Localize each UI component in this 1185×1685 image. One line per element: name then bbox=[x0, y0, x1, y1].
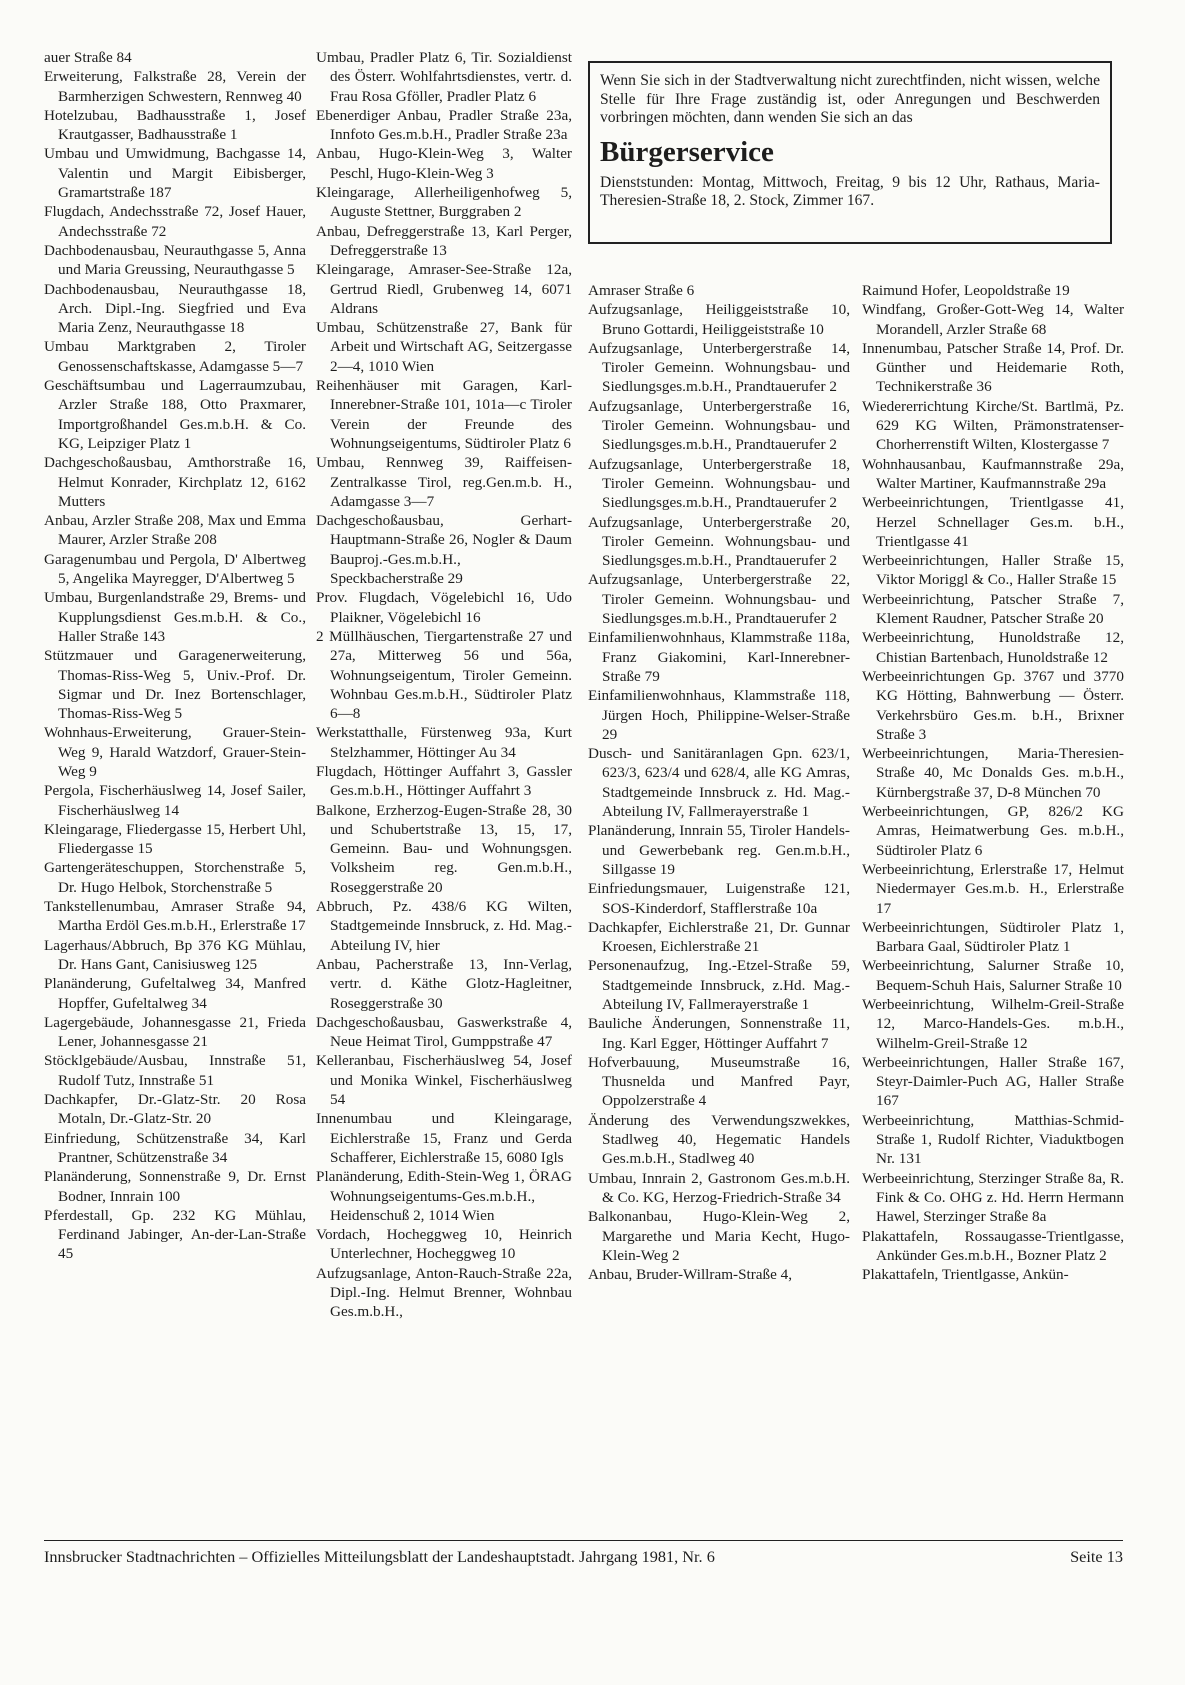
entry-item: Windfang, Großer-Gott-Weg 14, Walter Morandell, Arzler Straße 68 bbox=[862, 301, 1124, 338]
entry-item: Hofverbauung, Museumstraße 16, Thusnelda und Manfred Payr, Oppolzerstraße 4 bbox=[588, 1053, 850, 1110]
info-box-intro: Wenn Sie sich in der Stadtverwaltung nicht zurechtfinden, nicht wissen, welche Stelle für Ihre Frage zuständig ist, oder Anregungen und Beschwerden vorbringen möchten, dann wenden Sie sich an das bbox=[600, 72, 1100, 127]
entry-item: Werbeeinrichtungen, Trientlgasse 41, Herzel Schnellager Ges.m. b.H., Trientlgasse 41 bbox=[862, 494, 1124, 550]
entry-item: Kelleranbau, Fischerhäuslweg 54, Josef und Monika Winkel, Fischerhäuslweg 54 bbox=[316, 1052, 572, 1109]
entry-item: Werbeeinrichtung, Erlerstraße 17, Helmut Niedermayer Ges.m.b. H., Erlerstraße 17 bbox=[862, 860, 1124, 917]
entry-item: Werbeeinrichtung, Patscher Straße 7, Klement Raudner, Patscher Straße 20 bbox=[862, 590, 1124, 628]
entry-item: Hotelzubau, Badhausstraße 1, Josef Krautgasser, Badhausstraße 1 bbox=[44, 106, 306, 144]
entry-item: Stützmauer und Garagenerweiterung, Thomas-Riss-Weg 5, Univ.-Prof. Dr. Sigmar und Dr. Inez Bortenschlager, Thomas-Riss-Weg 5 bbox=[44, 647, 306, 723]
entry-item: Werbeeinrichtungen, Südtiroler Platz 1, Barbara Gaal, Südtiroler Platz 1 bbox=[862, 918, 1124, 956]
entry-item: Aufzugsanlage, Heiliggeiststraße 10, Bruno Gottardi, Heiliggeiststraße 10 bbox=[588, 301, 850, 338]
entry-item: Dachkapfer, Eichlerstraße 21, Dr. Gunnar Kroesen, Eichlerstraße 21 bbox=[588, 918, 850, 956]
entry-item: Umbau, Innrain 2, Gastronom Ges.m.b.H. & Co. KG, Herzog-Friedrich-Straße 34 bbox=[588, 1169, 850, 1206]
entry-item: Anbau, Defreggerstraße 13, Karl Perger, Defreggerstraße 13 bbox=[316, 222, 572, 259]
entry-item: Plakattafeln, Trientlgasse, Ankün- bbox=[862, 1266, 1069, 1284]
entry-item: Wiedererrichtung Kirche/St. Bartlmä, Pz. 629 KG Wilten, Prämonstratenser-Chorherrenstift Wilten, Klostergasse 7 bbox=[862, 397, 1124, 454]
column-1 bbox=[44, 48, 306, 1264]
entry-item: Umbau, Schützenstraße 27, Bank für Arbeit und Wirtschaft AG, Seitzergasse 2—4, 1010 Wien bbox=[316, 319, 572, 375]
column-4 bbox=[862, 281, 1124, 1284]
entry-item: Tankstellenumbau, Amraser Straße 94, Martha Erdöl Ges.m.b.H., Erlerstraße 17 bbox=[44, 898, 306, 935]
column-2 bbox=[316, 48, 572, 1322]
entry-item: Lagergebäude, Johannesgasse 21, Frieda Lener, Johannesgasse 21 bbox=[44, 1013, 306, 1051]
entry-item: Einfriedungsmauer, Luigenstraße 121, SOS-Kinderdorf, Stafflerstraße 10a bbox=[588, 880, 850, 917]
entry-item: Planänderung, Gufeltalweg 34, Manfred Hopffer, Gufeltalweg 34 bbox=[44, 975, 306, 1012]
entry-item: Dachkapfer, Dr.-Glatz-Str. 20 Rosa Motaln, Dr.-Glatz-Str. 20 bbox=[44, 1091, 306, 1128]
entry-item: Dachbodenausbau, Neurauthgasse 18, Arch. Dipl.-Ing. Siegfried und Eva Maria Zenz, Neurauthgasse 18 bbox=[44, 280, 306, 337]
entry-item: Personenaufzug, Ing.-Etzel-Straße 59, Stadtgemeinde Innsbruck, z.Hd. Mag.-Abteilung IV, Fallmerayerstraße 1 bbox=[588, 957, 850, 1013]
page-footer bbox=[44, 1540, 1123, 1567]
entry-item: Anbau, Arzler Straße 208, Max und Emma Maurer, Arzler Straße 208 bbox=[44, 512, 306, 549]
info-box-title: Bürgerservice bbox=[600, 135, 774, 168]
entry-item: Werbeeinrichtung, Matthias-Schmid-Straße 1, Rudolf Richter, Viaduktbogen Nr. 131 bbox=[862, 1111, 1124, 1168]
entry-item: Bauliche Änderungen, Sonnenstraße 11, Ing. Karl Egger, Höttinger Auffahrt 7 bbox=[588, 1015, 850, 1052]
entry-item: Dachbodenausbau, Neurauthgasse 5, Anna und Maria Greussing, Neurauthgasse 5 bbox=[44, 241, 306, 279]
entry-item: Aufzugsanlage, Unterbergerstraße 16, Tiroler Gemeinn. Wohnungsbau- und Siedlungsges.m.b.H., Prandtauerufer 2 bbox=[588, 397, 850, 454]
entry-item: Einfamilienwohnhaus, Klammstraße 118, Jürgen Hoch, Philippine-Welser-Straße 29 bbox=[588, 687, 850, 743]
entry-item: Dachgeschoßausbau, Gerhart-Hauptmann-Straße 26, Nogler & Daum Bauproj.-Ges.m.b.H., Speckbacherstraße 29 bbox=[316, 512, 572, 588]
entry-item: Kleingarage, Allerheiligenhofweg 5, Auguste Stettner, Burggraben 2 bbox=[316, 184, 572, 221]
entry-item: Balkone, Erzherzog-Eugen-Straße 28, 30 und Schubertstraße 13, 15, 17, Gemeinn. Bau- und Wohnungsgen. Volksheim reg. Gen.m.b.H., Roseggerstraße 20 bbox=[316, 801, 572, 896]
entry-item: Werbeeinrichtung, Hunoldstraße 12, Chistian Bartenbach, Hunoldstraße 12 bbox=[862, 629, 1124, 666]
info-box-hours: Dienststunden: Montag, Mittwoch, Freitag, 9 bis 12 Uhr, Rathaus, Maria-Theresien-Straße 18, 2. Stock, Zimmer 167. bbox=[600, 173, 1100, 210]
entry-item: Werbeeinrichtungen, GP, 826/2 KG Amras, Heimatwerbung Ges. m.b.H., Südtiroler Platz 6 bbox=[862, 803, 1124, 859]
entry-item: Aufzugsanlage, Unterbergerstraße 20, Tiroler Gemeinn. Wohnungsbau- und Siedlungsges.m.b.H., Prandtauerufer 2 bbox=[588, 513, 850, 570]
entry-item: Werbeeinrichtung, Sterzinger Straße 8a, R. Fink & Co. OHG z. Hd. Herrn Hermann Hawel, Sterzinger Straße 8a bbox=[862, 1169, 1124, 1226]
page-number: Seite 13 bbox=[1070, 1547, 1123, 1566]
entry-item: Umbau, Pradler Platz 6, Tir. Sozialdienst des Österr. Wohlfahrtsdienstes, vertr. d. Frau Rosa Gföller, Pradler Platz 6 bbox=[316, 49, 572, 105]
entry-item: Raimund Hofer, Leopoldstraße 19 bbox=[862, 282, 1070, 299]
entry-item: Innenumbau, Patscher Straße 14, Prof. Dr. Günther und Heidemarie Roth, Technikerstraße 36 bbox=[862, 339, 1124, 396]
entry-item: Umbau, Burgenlandstraße 29, Brems- und Kupplungsdienst Ges.m.b.H. & Co., Haller Straße 143 bbox=[44, 589, 306, 645]
entry-item: Geschäftsumbau und Lagerraumzubau, Arzler Straße 188, Otto Praxmarer, Importgroßhandel Ges.m.b.H. & Co. KG, Leipziger Platz 1 bbox=[44, 377, 306, 452]
entry-item: auer Straße 84 bbox=[44, 49, 132, 66]
entry-item: Pferdestall, Gp. 232 KG Mühlau, Ferdinand Jabinger, An-der-Lan-Straße 45 bbox=[44, 1206, 306, 1263]
entry-item: Reihenhäuser mit Garagen, Karl-Innerebner-Straße 101, 101a—c Tiroler Verein der Freunde des Wohnungseigentums, Südtiroler Platz 6 bbox=[316, 377, 572, 452]
buergerservice-info-box bbox=[588, 61, 1112, 244]
entry-item: Einfriedung, Schützenstraße 34, Karl Prantner, Schützenstraße 34 bbox=[44, 1129, 306, 1166]
entry-item: Aufzugsanlage, Unterbergerstraße 22, Tiroler Gemeinn. Wohnungsbau- und Siedlungsges.m.b.H., Prandtauerufer 2 bbox=[588, 571, 850, 628]
column-3 bbox=[588, 281, 850, 1284]
entry-item: Wohnhaus-Erweiterung, Grauer-Stein-Weg 9, Harald Watzdorf, Grauer-Stein-Weg 9 bbox=[44, 724, 306, 780]
entry-item: Werbeeinrichtungen, Maria-Theresien-Straße 40, Mc Donalds Ges. m.b.H., Kürnbergstraße 37, D-8 München 70 bbox=[862, 745, 1124, 801]
entry-item: Umbau Marktgraben 2, Tiroler Genossenschaftskasse, Adamgasse 5—7 bbox=[44, 338, 306, 375]
entry-item: Ebenerdiger Anbau, Pradler Straße 23a, Innfoto Ges.m.b.H., Pradler Straße 23a bbox=[316, 106, 572, 144]
entry-item: Planänderung, Innrain 55, Tiroler Handels- und Gewerbebank reg. Gen.m.b.H., Sillgasse 19 bbox=[588, 822, 850, 878]
entry-item: Planänderung, Edith-Stein-Weg 1, ÖRAG Wohnungseigentums-Ges.m.b.H., Heidenschuß 2, 1014 Wien bbox=[316, 1168, 572, 1224]
entry-item: Erweiterung, Falkstraße 28, Verein der Barmherzigen Schwestern, Rennweg 40 bbox=[44, 68, 306, 105]
entry-item: Werbeeinrichtung, Wilhelm-Greil-Straße 12, Marco-Handels-Ges. m.b.H., Wilhelm-Greil-Straße 12 bbox=[862, 995, 1124, 1052]
entry-item: Pergola, Fischerhäuslweg 14, Josef Sailer, Fischerhäuslweg 14 bbox=[44, 782, 306, 819]
entry-item: Dachgeschoßausbau, Gaswerkstraße 4, Neue Heimat Tirol, Gumppstraße 47 bbox=[316, 1013, 572, 1051]
entry-item: Umbau, Rennweg 39, Raiffeisen-Zentralkasse Tirol, reg.Gen.m.b. H., Adamgasse 3—7 bbox=[316, 454, 572, 510]
entry-item: Anbau, Pacherstraße 13, Inn-Verlag, vertr. d. Käthe Glotz-Hagleitner, Roseggerstraße 30 bbox=[316, 955, 572, 1012]
entry-item: Einfamilienwohnhaus, Klammstraße 118a, Franz Giakomini, Karl-Innerebner-Straße 79 bbox=[588, 629, 850, 685]
entry-item: Dusch- und Sanitäranlagen Gpn. 623/1, 623/3, 623/4 und 628/4, alle KG Amras, Stadtgemeinde Innsbruck z. Hd. Mag.-Abteilung IV, Fallmerayerstraße 1 bbox=[588, 745, 850, 821]
entry-item: Lagerhaus/Abbruch, Bp 376 KG Mühlau, Dr. Hans Gant, Canisiusweg 125 bbox=[44, 936, 306, 973]
entry-item: Planänderung, Sonnenstraße 9, Dr. Ernst Bodner, Innrain 100 bbox=[44, 1168, 306, 1205]
entry-item: Dachgeschoßausbau, Amthorstraße 16, Helmut Konrader, Kirchplatz 12, 6162 Mutters bbox=[44, 454, 306, 510]
entry-item: Werkstatthalle, Fürstenweg 93a, Kurt Stelzhammer, Höttinger Au 34 bbox=[316, 724, 572, 761]
entry-item: 2 Müllhäuschen, Tiergartenstraße 27 und 27a, Mitterweg 56 und 56a, Wohnungseigentum, Tiroler Gemeinn. Wohnbau Ges.m.b.H., Südtiroler Platz 6—8 bbox=[316, 627, 572, 723]
entry-item: Amraser Straße 6 bbox=[588, 282, 695, 299]
entry-item: Stöcklgebäude/Ausbau, Innstraße 51, Rudolf Tutz, Innstraße 51 bbox=[44, 1052, 306, 1089]
entry-item: Flugdach, Höttinger Auffahrt 3, Gassler Ges.m.b.H., Höttinger Auffahrt 3 bbox=[316, 762, 572, 800]
entry-item: Anbau, Hugo-Klein-Weg 3, Walter Peschl, Hugo-Klein-Weg 3 bbox=[316, 145, 572, 182]
entry-item: Kleingarage, Amraser-See-Straße 12a, Gertrud Riedl, Grubenweg 14, 6071 Aldrans bbox=[316, 261, 572, 317]
entry-item: Innenumbau und Kleingarage, Eichlerstraße 15, Franz und Gerda Schafferer, Eichlerstraße 15, 6080 Igls bbox=[316, 1110, 572, 1166]
entry-item: Abbruch, Pz. 438/6 KG Wilten, Stadtgemeinde Innsbruck, z. Hd. Mag.-Abteilung IV, hier bbox=[316, 898, 572, 954]
entry-item: Gartengeräteschuppen, Storchenstraße 5, Dr. Hugo Helbok, Storchenstraße 5 bbox=[44, 859, 306, 896]
entry-item: Kleingarage, Fliedergasse 15, Herbert Uhl, Fliedergasse 15 bbox=[44, 820, 306, 858]
entry-item: Werbeeinrichtungen, Haller Straße 15, Viktor Moriggl & Co., Haller Straße 15 bbox=[862, 552, 1124, 589]
entry-item: Plakattafeln, Rossaugasse-Trientlgasse, Ankünder Ges.m.b.H., Bozner Platz 2 bbox=[862, 1227, 1124, 1264]
entry-item: Aufzugsanlage, Anton-Rauch-Straße 22a, Dipl.-Ing. Helmut Brenner, Wohnbau Ges.m.b.H., bbox=[316, 1264, 572, 1321]
footer-publication: Innsbrucker Stadtnachrichten – Offizielles Mitteilungsblatt der Landeshauptstadt. Jahrgang 1981, Nr. 6 bbox=[44, 1547, 715, 1566]
entry-item: Aufzugsanlage, Unterbergerstraße 18, Tiroler Gemeinn. Wohnungsbau- und Siedlungsges.m.b.H., Prandtauerufer 2 bbox=[588, 455, 850, 512]
entry-item: Anbau, Bruder-Willram-Straße 4, bbox=[588, 1266, 793, 1284]
entry-item: Balkonanbau, Hugo-Klein-Weg 2, Margarethe und Maria Kecht, Hugo-Klein-Weg 2 bbox=[588, 1208, 850, 1264]
entry-item: Wohnhausanbau, Kaufmannstraße 29a, Walter Martiner, Kaufmannstraße 29a bbox=[862, 455, 1124, 492]
entry-item: Aufzugsanlage, Unterbergerstraße 14, Tiroler Gemeinn. Wohnungsbau- und Siedlungsges.m.b.H., Prandtauerufer 2 bbox=[588, 339, 850, 396]
entry-item: Werbeeinrichtungen Gp. 3767 und 3770 KG Hötting, Bahnwerbung — Österr. Verkehrsbüro Ges.m. b.H., Brixner Straße 3 bbox=[862, 667, 1124, 743]
entry-item: Werbeeinrichtungen, Haller Straße 167, Steyr-Daimler-Puch AG, Haller Straße 167 bbox=[862, 1053, 1124, 1110]
entry-item: Vordach, Hocheggweg 10, Heinrich Unterlechner, Hocheggweg 10 bbox=[316, 1226, 572, 1263]
entry-item: Flugdach, Andechsstraße 72, Josef Hauer, Andechsstraße 72 bbox=[44, 203, 306, 240]
entry-item: Prov. Flugdach, Vögelebichl 16, Udo Plaikner, Vögelebichl 16 bbox=[316, 589, 572, 626]
entry-item: Werbeeinrichtung, Salurner Straße 10, Bequem-Schuh Hais, Salurner Straße 10 bbox=[862, 957, 1124, 994]
entry-item: Garagenumbau und Pergola, D' Albertweg 5, Angelika Mayregger, D'Albertweg 5 bbox=[44, 550, 306, 588]
entry-item: Änderung des Verwendungszwekkes, Stadlweg 40, Hegematic Handels Ges.m.b.H., Stadlweg 40 bbox=[588, 1111, 850, 1168]
entry-item: Umbau und Umwidmung, Bachgasse 14, Valentin und Margit Eibisberger, Gramartstraße 187 bbox=[44, 145, 306, 202]
